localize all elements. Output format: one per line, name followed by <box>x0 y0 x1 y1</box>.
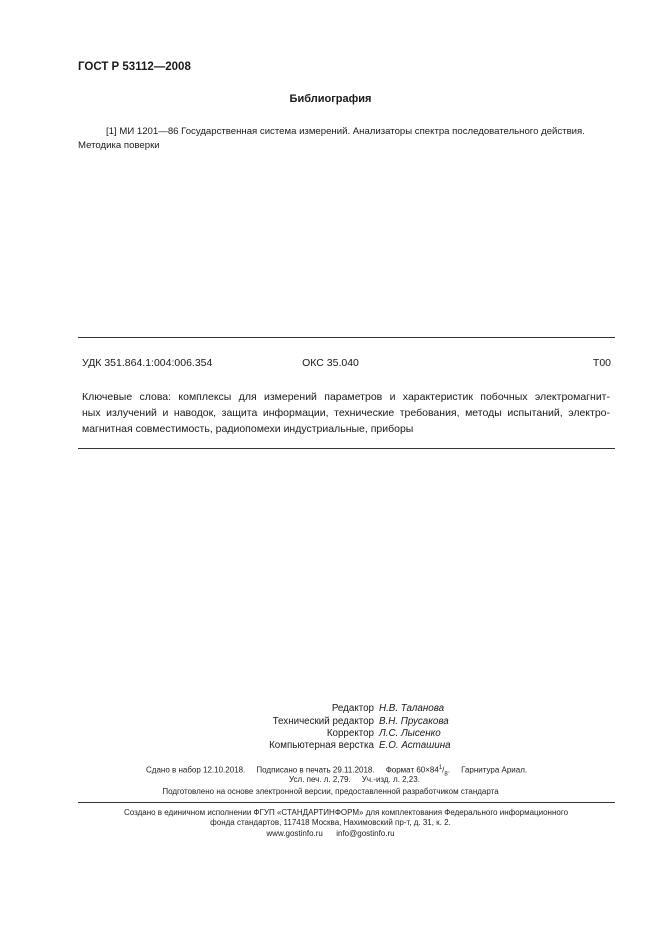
website-link[interactable]: www.gostinfo.ru <box>266 829 323 838</box>
credit-role-corrector: Корректор <box>326 728 374 739</box>
imprint-typeface: . Гарнитура Ариал. <box>447 765 528 775</box>
keywords-line: магнитная совместимость, радиопомехи индустриальные, приборы <box>82 423 414 435</box>
credit-name-layout: Е.О. Асташина <box>379 740 451 751</box>
credit-role-editor: Редактор <box>331 703 374 714</box>
bibliography-entry: [1] МИ 1201—86 Государственная система измерений. Анализаторы спектра последовательного действия. Методика поверки <box>78 126 585 151</box>
document-header: ГОСТ Р 53112—2008 <box>78 61 191 73</box>
credit-name-tech-editor: В.Н. Прусакова <box>379 716 449 727</box>
imprint-dates-format: Сдано в набор 12.10.2018. Подписано в печать 29.11.2018. Формат 60×84 <box>146 765 439 775</box>
keywords-block <box>82 389 610 437</box>
footer-line-2: фонда стандартов, 117418 Москва, Нахимовский пр-т, д. 31, к. 2. <box>210 818 451 827</box>
footer-line-1: Создано в единичном исполнении ФГУП «СТАНДАРТИНФОРМ» для комплектования Федерального информационного <box>123 808 569 817</box>
credit-role-tech-editor: Технический редактор <box>272 716 374 727</box>
bibliography-title: Библиография <box>289 93 372 105</box>
credit-name-corrector: Л.С. Лысенко <box>379 728 441 739</box>
credit-name-editor: Н.В. Таланова <box>379 703 445 714</box>
divider-top <box>78 337 615 338</box>
imprint-line-2: Усл. печ. л. 2,79. Уч.-изд. л. 2,23. <box>289 775 420 784</box>
imprint-line-3: Подготовлено на основе электронной версии, предоставленной разработчиком стандарта <box>162 787 499 796</box>
category-code: Т00 <box>592 357 611 369</box>
keywords-line: ных излучений и наводок, защита информации, технические требования, методы испытаний, электро- <box>82 407 610 419</box>
credit-role-layout: Компьютерная верстка <box>269 740 374 751</box>
email-link[interactable]: info@gostinfo.ru <box>336 829 395 838</box>
divider-bottom <box>78 448 615 449</box>
keywords-line: Ключевые слова: комплексы для измерений параметров и характеристик побочных электромагнит- <box>82 391 610 403</box>
udk-code: УДК 351.864.1:004:006.354 <box>82 357 213 369</box>
format-fraction-num: 1 <box>438 765 443 771</box>
oks-code: ОКС 35.040 <box>302 357 359 369</box>
divider-footer <box>78 802 615 803</box>
footer-contacts <box>0 829 661 838</box>
imprint-line-1: Сдано в набор 12.10.2018. Подписано в печать 29.11.2018. Формат $60\times 84^1/_8$. Гарнитура Ариал. <box>146 765 528 778</box>
format-fraction-den: 8 <box>444 771 448 778</box>
